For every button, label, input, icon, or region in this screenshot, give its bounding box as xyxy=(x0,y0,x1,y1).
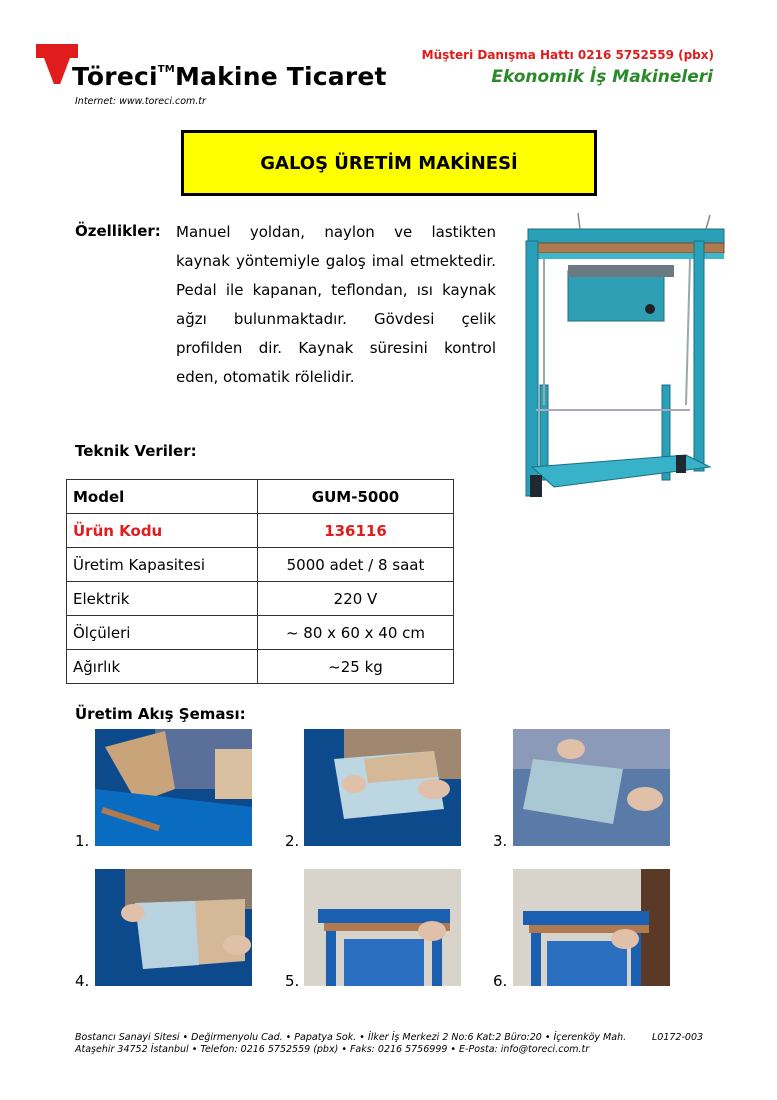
features-text: Manuel yoldan, naylon ve lastikten kaynak yöntemiyle galoş imal etmektedir. Pedal ile kapanan, teflondan, ısı kaynak ağzı bulunmaktadır. Gövdesi çelik profilden dir. Kaynak süresini kontrol eden, otomatik rölelidir. xyxy=(176,223,496,386)
table-row xyxy=(67,616,454,650)
hotline-text: Müşteri Danışma Hattı 0216 5752559 (pbx) xyxy=(421,48,714,62)
trademark-mark: TM xyxy=(157,64,175,75)
step-number: 5. xyxy=(285,972,300,990)
step-photo xyxy=(95,729,252,846)
brand-name xyxy=(72,62,387,91)
step-photo xyxy=(304,729,461,846)
step-photo xyxy=(513,729,670,846)
footer-line-2: Ataşehir 34752 İstanbul • Telefon: 0216 5752559 (pbx) • Faks: 0216 5756999 • E-Posta: info@toreci.com.tr xyxy=(75,1044,590,1055)
website-link[interactable]: Internet: www.toreci.com.tr xyxy=(75,96,206,107)
step-photo xyxy=(304,869,461,986)
step-photo xyxy=(95,869,252,986)
brand-suffix: Makine Ticaret xyxy=(174,62,387,91)
step-number: 3. xyxy=(493,832,508,850)
spec-value: GUM-5000 xyxy=(258,480,454,514)
flow-heading: Üretim Akış Şeması: xyxy=(75,705,246,723)
specs-table xyxy=(66,479,454,684)
features-label: Özellikler: xyxy=(75,222,161,240)
document-code: L0172-003 xyxy=(652,1032,704,1043)
table-row xyxy=(67,480,454,514)
spec-value: 220 V xyxy=(258,582,454,616)
spec-label: Elektrik xyxy=(67,582,258,616)
footer-address xyxy=(75,1032,626,1056)
spec-label: Model xyxy=(67,480,258,514)
spec-label: Ürün Kodu xyxy=(67,514,258,548)
step-photo xyxy=(513,869,670,986)
spec-label: Ölçüleri xyxy=(67,616,258,650)
table-row xyxy=(67,650,454,684)
spec-value: 136116 xyxy=(258,514,454,548)
footer-line-1: Bostancı Sanayi Sitesi • Değirmenyolu Cad. • Papatya Sok. • İlker İş Merkezi 2 No:6 Kat:2 Büro:20 • İçerenköy Mah. xyxy=(75,1032,627,1043)
table-row xyxy=(67,548,454,582)
step-number: 2. xyxy=(285,832,300,850)
tagline: Ekonomik İş Makineleri xyxy=(491,67,713,87)
logo-t-bar xyxy=(36,44,78,58)
spec-value: 5000 adet / 8 saat xyxy=(258,548,454,582)
spec-label: Üretim Kapasitesi xyxy=(67,548,258,582)
step-number: 1. xyxy=(75,832,90,850)
table-row xyxy=(67,582,454,616)
spec-label: Ağırlık xyxy=(67,650,258,684)
product-title-box xyxy=(181,130,597,196)
brand-word: Töreci xyxy=(72,62,158,91)
step-number: 4. xyxy=(75,972,90,990)
table-row xyxy=(67,514,454,548)
step-number: 6. xyxy=(493,972,508,990)
spec-value: ~25 kg xyxy=(258,650,454,684)
tech-heading: Teknik Veriler: xyxy=(75,442,197,460)
spec-value: ~ 80 x 60 x 40 cm xyxy=(258,616,454,650)
logo-t-stem xyxy=(44,58,70,84)
product-title: GALOŞ ÜRETİM MAKİNESİ xyxy=(260,152,518,174)
machine-photo xyxy=(510,205,746,500)
